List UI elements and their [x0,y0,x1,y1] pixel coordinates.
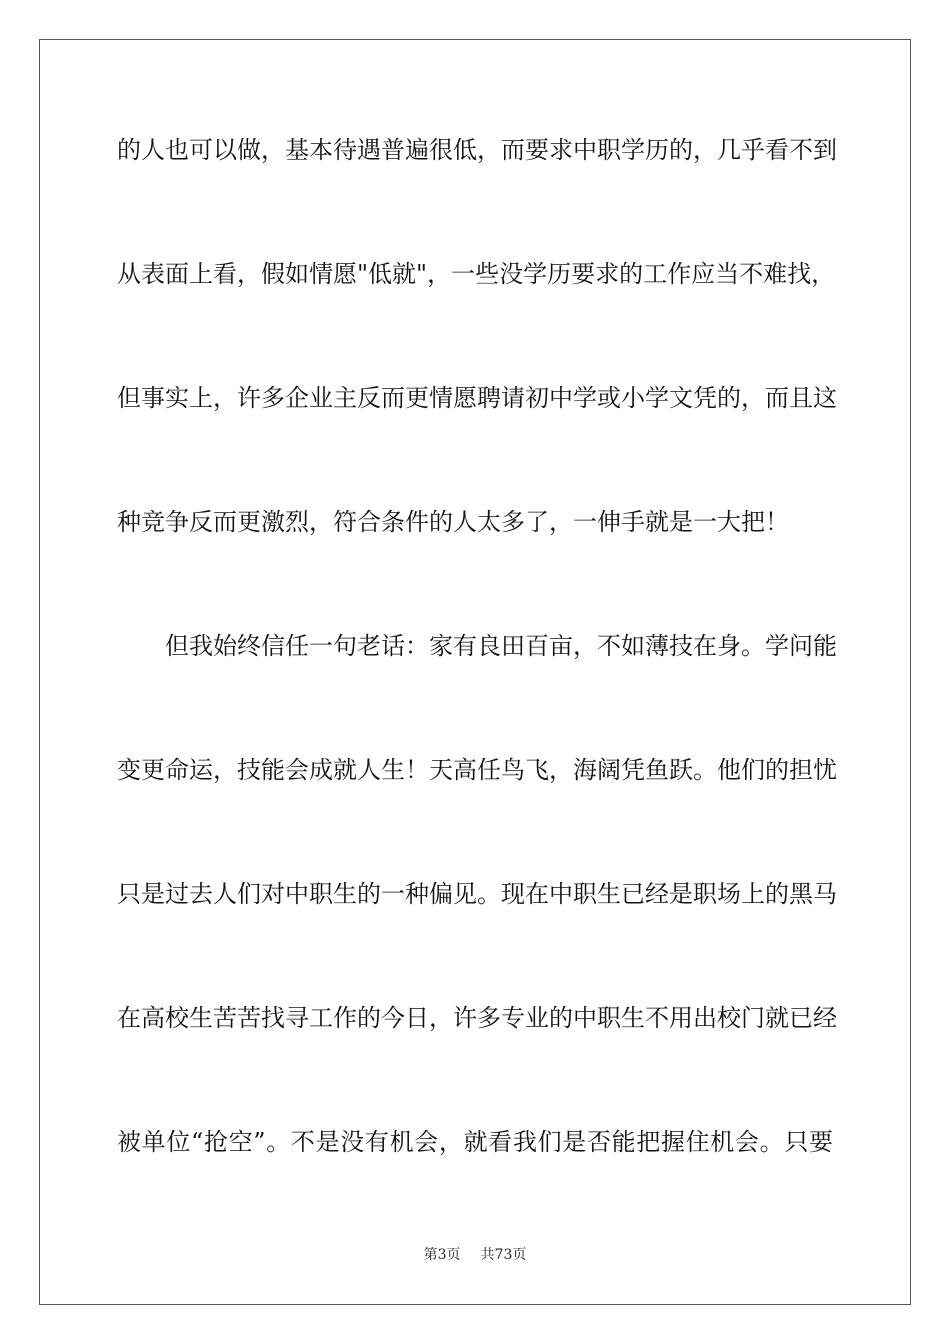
text-line-8: 在高校生苦苦找寻工作的今日，许多专业的中职生不用出校门就已经 [117,1004,837,1032]
text-line-3: 但事实上，许多企业主反而更情愿聘请初中学或小学文凭的，而且这 [117,384,837,412]
text-line-1: 的人也可以做，基本待遇普遍很低，而要求中职学历的，几乎看不到 [117,136,837,164]
page-footer [0,1246,950,1264]
text-line-6: 变更命运，技能会成就人生！天高任鸟飞，海阔凭鱼跃。他们的担忧 [117,756,837,784]
page-total: 共73页 [480,1247,527,1263]
text-line-4: 种竞争反而更激烈，符合条件的人太多了，一伸手就是一大把！ [117,508,789,536]
page-number: 第3页 [423,1247,461,1263]
text-line-7: 只是过去人们对中职生的一种偏见。现在中职生已经是职场上的黑马 [117,880,837,908]
text-line-9: 被单位“抢空”。不是没有机会，就看我们是否能把握住机会。只要 [117,1128,833,1156]
page-border [39,39,911,1305]
text-line-5: 但我始终信任一句老话：家有良田百亩，不如薄技在身。学问能 [165,632,837,660]
text-line-2: 从表面上看，假如情愿"低就"，一些没学历要求的工作应当不难找， [117,260,836,288]
